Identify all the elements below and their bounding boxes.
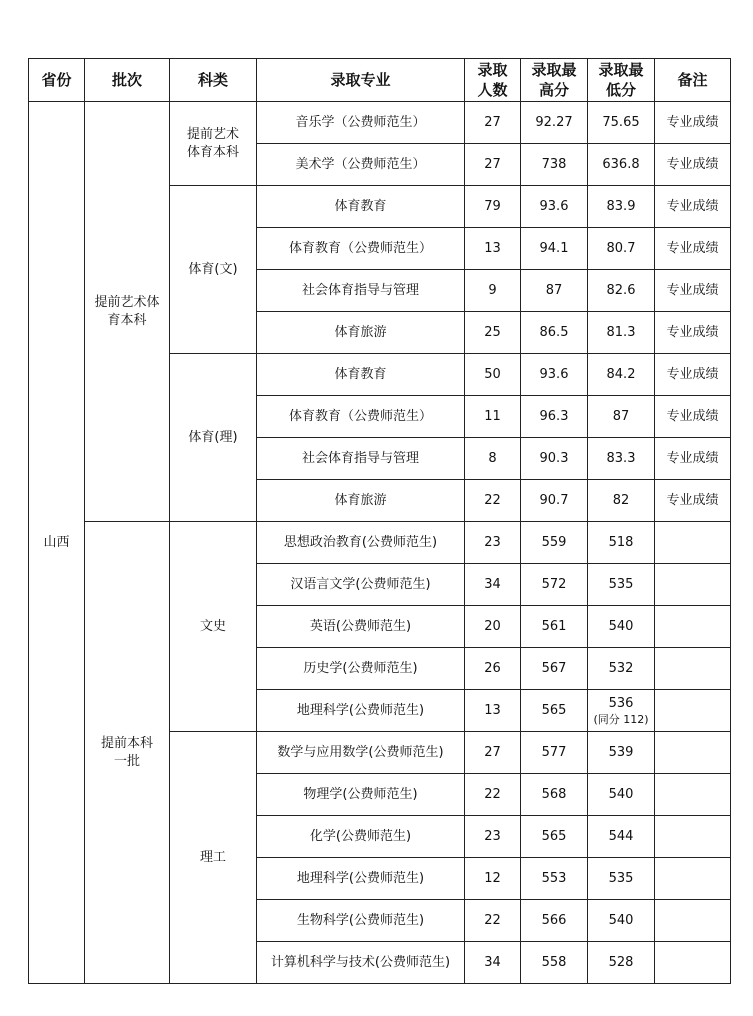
max-score-cell: 94.1 xyxy=(521,228,588,270)
note-cell: 专业成绩 xyxy=(655,228,731,270)
min-score-cell: 539 xyxy=(588,732,655,774)
note-cell xyxy=(655,816,731,858)
header-count: 录取 人数 xyxy=(465,59,521,102)
count-cell: 20 xyxy=(465,606,521,648)
header-category: 科类 xyxy=(170,59,257,102)
min-score-cell: 540 xyxy=(588,774,655,816)
batch-cell: 提前艺术体 育本科 xyxy=(85,102,170,522)
header-major: 录取专业 xyxy=(257,59,465,102)
category-cell: 提前艺术 体育本科 xyxy=(170,102,257,186)
note-cell: 专业成绩 xyxy=(655,144,731,186)
category-cell: 文史 xyxy=(170,522,257,732)
header-batch: 批次 xyxy=(85,59,170,102)
count-cell: 13 xyxy=(465,690,521,732)
max-score-cell: 92.27 xyxy=(521,102,588,144)
note-cell xyxy=(655,648,731,690)
min-score-cell: 540 xyxy=(588,606,655,648)
count-cell: 25 xyxy=(465,312,521,354)
max-score-cell: 93.6 xyxy=(521,186,588,228)
min-score-cell: 636.8 xyxy=(588,144,655,186)
note-cell xyxy=(655,522,731,564)
min-score-cell: 532 xyxy=(588,648,655,690)
note-cell xyxy=(655,774,731,816)
major-cell: 计算机科学与技术(公费师范生) xyxy=(257,942,465,984)
major-cell: 体育旅游 xyxy=(257,480,465,522)
major-cell: 社会体育指导与管理 xyxy=(257,438,465,480)
category-cell: 理工 xyxy=(170,732,257,984)
admission-table xyxy=(28,58,731,984)
count-cell: 8 xyxy=(465,438,521,480)
tie-count-note: (同分 112) xyxy=(593,712,649,726)
major-cell: 生物科学(公费师范生) xyxy=(257,900,465,942)
major-cell: 体育教育（公费师范生） xyxy=(257,396,465,438)
count-cell: 34 xyxy=(465,564,521,606)
count-cell: 13 xyxy=(465,228,521,270)
min-score-cell: 82 xyxy=(588,480,655,522)
min-score-cell: 81.3 xyxy=(588,312,655,354)
count-cell: 9 xyxy=(465,270,521,312)
note-cell: 专业成绩 xyxy=(655,270,731,312)
header-row xyxy=(29,59,731,102)
count-cell: 34 xyxy=(465,942,521,984)
note-cell xyxy=(655,606,731,648)
max-score-cell: 565 xyxy=(521,816,588,858)
category-cell: 体育(文) xyxy=(170,186,257,354)
header-min: 录取最 低分 xyxy=(588,59,655,102)
major-cell: 音乐学（公费师范生） xyxy=(257,102,465,144)
count-cell: 26 xyxy=(465,648,521,690)
min-score-cell: 80.7 xyxy=(588,228,655,270)
max-score-cell: 559 xyxy=(521,522,588,564)
major-cell: 体育旅游 xyxy=(257,312,465,354)
major-cell: 社会体育指导与管理 xyxy=(257,270,465,312)
min-score-cell: 83.3 xyxy=(588,438,655,480)
major-cell: 化学(公费师范生) xyxy=(257,816,465,858)
min-score-cell: 518 xyxy=(588,522,655,564)
major-cell: 数学与应用数学(公费师范生) xyxy=(257,732,465,774)
count-cell: 22 xyxy=(465,480,521,522)
count-cell: 22 xyxy=(465,900,521,942)
min-score-cell: 544 xyxy=(588,816,655,858)
max-score-cell: 553 xyxy=(521,858,588,900)
note-cell: 专业成绩 xyxy=(655,102,731,144)
header-max: 录取最 高分 xyxy=(521,59,588,102)
max-score-cell: 87 xyxy=(521,270,588,312)
max-score-cell: 558 xyxy=(521,942,588,984)
major-cell: 美术学（公费师范生） xyxy=(257,144,465,186)
note-cell xyxy=(655,690,731,732)
major-cell: 思想政治教育(公费师范生) xyxy=(257,522,465,564)
major-cell: 地理科学(公费师范生) xyxy=(257,858,465,900)
count-cell: 23 xyxy=(465,816,521,858)
count-cell: 11 xyxy=(465,396,521,438)
max-score-cell: 561 xyxy=(521,606,588,648)
note-cell xyxy=(655,942,731,984)
category-cell: 体育(理) xyxy=(170,354,257,522)
max-score-cell: 738 xyxy=(521,144,588,186)
note-cell: 专业成绩 xyxy=(655,186,731,228)
count-cell: 27 xyxy=(465,102,521,144)
table-row xyxy=(29,522,731,564)
max-score-cell: 572 xyxy=(521,564,588,606)
count-cell: 12 xyxy=(465,858,521,900)
min-score-cell: 87 xyxy=(588,396,655,438)
min-score-cell: 540 xyxy=(588,900,655,942)
min-score-cell: 535 xyxy=(588,858,655,900)
min-score-cell: 84.2 xyxy=(588,354,655,396)
count-cell: 27 xyxy=(465,144,521,186)
major-cell: 地理科学(公费师范生) xyxy=(257,690,465,732)
min-score-cell: 536 (同分 112) xyxy=(588,690,655,732)
count-cell: 50 xyxy=(465,354,521,396)
table-row xyxy=(29,102,731,144)
note-cell: 专业成绩 xyxy=(655,438,731,480)
count-cell: 27 xyxy=(465,732,521,774)
major-cell: 物理学(公费师范生) xyxy=(257,774,465,816)
batch-cell: 提前本科 一批 xyxy=(85,522,170,984)
min-score-cell: 528 xyxy=(588,942,655,984)
major-cell: 体育教育 xyxy=(257,354,465,396)
major-cell: 体育教育（公费师范生） xyxy=(257,228,465,270)
min-score-cell: 82.6 xyxy=(588,270,655,312)
note-cell xyxy=(655,732,731,774)
note-cell: 专业成绩 xyxy=(655,354,731,396)
province-cell: 山西 xyxy=(29,102,85,984)
note-cell xyxy=(655,564,731,606)
note-cell xyxy=(655,900,731,942)
note-cell xyxy=(655,858,731,900)
min-score-cell: 75.65 xyxy=(588,102,655,144)
count-cell: 23 xyxy=(465,522,521,564)
count-cell: 22 xyxy=(465,774,521,816)
max-score-cell: 96.3 xyxy=(521,396,588,438)
header-note: 备注 xyxy=(655,59,731,102)
note-cell: 专业成绩 xyxy=(655,396,731,438)
major-cell: 历史学(公费师范生) xyxy=(257,648,465,690)
max-score-cell: 86.5 xyxy=(521,312,588,354)
max-score-cell: 565 xyxy=(521,690,588,732)
header-province: 省份 xyxy=(29,59,85,102)
major-cell: 体育教育 xyxy=(257,186,465,228)
max-score-cell: 566 xyxy=(521,900,588,942)
count-cell: 79 xyxy=(465,186,521,228)
major-cell: 英语(公费师范生) xyxy=(257,606,465,648)
max-score-cell: 93.6 xyxy=(521,354,588,396)
min-score-cell: 535 xyxy=(588,564,655,606)
max-score-cell: 577 xyxy=(521,732,588,774)
max-score-cell: 568 xyxy=(521,774,588,816)
max-score-cell: 90.7 xyxy=(521,480,588,522)
max-score-cell: 567 xyxy=(521,648,588,690)
min-score-cell: 83.9 xyxy=(588,186,655,228)
major-cell: 汉语言文学(公费师范生) xyxy=(257,564,465,606)
note-cell: 专业成绩 xyxy=(655,312,731,354)
max-score-cell: 90.3 xyxy=(521,438,588,480)
note-cell: 专业成绩 xyxy=(655,480,731,522)
